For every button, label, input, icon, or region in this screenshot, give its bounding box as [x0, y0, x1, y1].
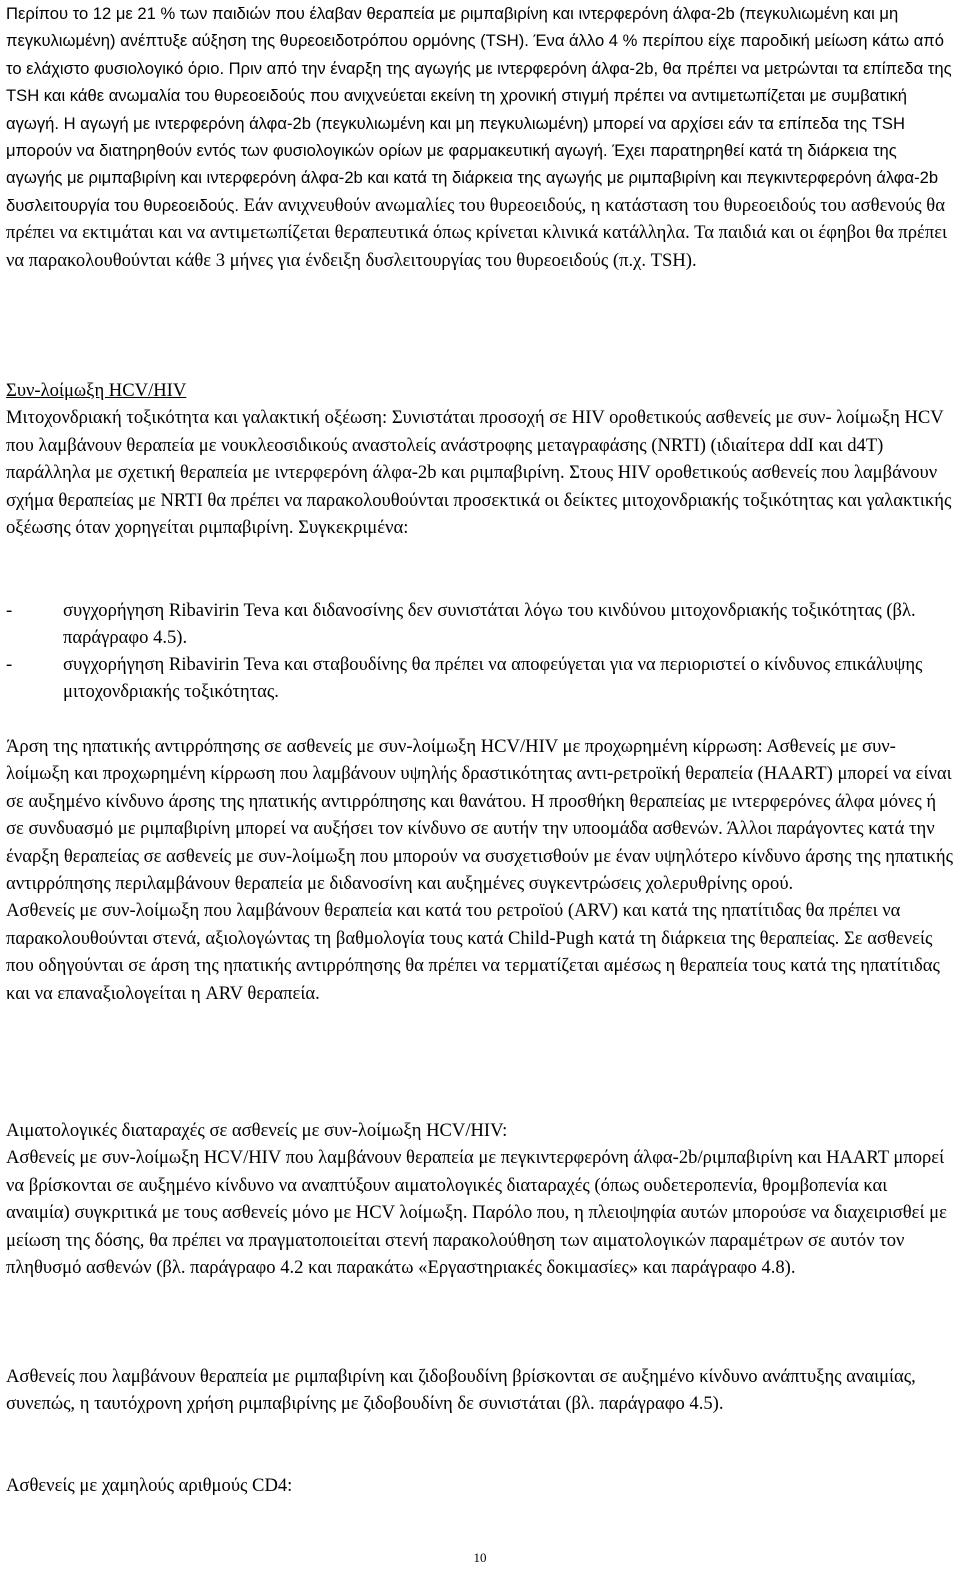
- hematologic-paragraph: Ασθενείς με συν-λοίμωξη HCV/HIV που λαμβάνουν θεραπεία με πεγκιντερφερόνη άλφα-2b/ριμπαβιρίνη και HAART μπορεί να βρίσκονται σε αυξημένο κίνδυνο να αναπτύξουν αιματολογικές διαταραχές (όπως ουδετεροπενία, θρομβοπενία και αναιμία) συγκριτικά με τους ασθενείς μόνο με HCV λοίμωξη. Παρόλο που, η πλειοψηφία αυτών μπορούσε να διαχειρισθεί με μείωση της δόσης, θα πρέπει να πραγματοποιείται στενή παρακολούθηση των αιματολογικών παραμέτρων σε αυτόν τον πληθυσμό ασθενών (βλ. παράγραφο 4.2 και παρακάτω «Εργαστηριακές δοκιμασίες» και παράγραφο 4.8).: [6, 1147, 947, 1279]
- document-page: [6, 0, 954, 1578]
- liver-text-2: Ασθενείς με συν-λοίμωξη που λαμβάνουν θεραπεία και κατά του ρετροϊού (ARV) και κατά της ηπατίτιδας θα πρέπει να παρακολουθούνται στενά, αξιολογώντας τη βαθμολογία τους κατά Child-Pugh κατά τη διάρκεια της θεραπείας. Σε ασθενείς που οδηγούνται σε άρση της ηπατικής αντιρρόπησης θα πρέπει να τερματίζεται αμέσως η θεραπεία τους κατά της ηπατίτιδας και να επαναξιολογείται η ARV θεραπεία.: [6, 900, 940, 1004]
- thyroid-text-sans: Περίπου το 12 με 21 % των παιδιών που έλαβαν θεραπεία με ριμπαβιρίνη και ιντερφερόνη άλφα-2b (πεγκυλιωμένη και μη πεγκυλιωμένη) ανέπτυξε αύξηση της θυρεοειδοτρόπου ορμόνης (TSH). Ένα άλλο 4 % περίπου είχε παροδική μείωση κάτω από το ελάχιστο φυσιολογικό όριο. Πριν από την έναρξη της αγωγής με ιντερφερόνη άλφα-2b, θα πρέπει να μετρώνται τα επίπεδα της TSH και κάθε ανωμαλία του θυρεοειδούς που ανιχνεύεται εκείνη τη χρονική στιγμή πρέπει να αντιμετωπίζεται με συμβατική αγωγή. Η αγωγή με ιντερφερόνη άλφα-2b (πεγκυλιωμένη και μη πεγκυλιωμένη) μπορεί να αρχίσει εάν τα επίπεδα της TSH μπορούν να διατηρηθούν εντός των φυσιολογικών ορίων με φαρμακευτική αγωγή. Έχει παρατηρηθεί κατά τη διάρκεια της αγωγής με ριμπαβιρίνη και ιντερφερόνη άλφα-2b και κατά τη διάρκεια της αγωγής με ριμπαβιρίνη και πεγκιντερφερόνη άλφα-2b δυσλειτουργία του θυρεοειδούς.: [6, 4, 952, 215]
- hiv-section: [6, 377, 954, 541]
- zidovudine-paragraph: Ασθενείς που λαμβάνουν θεραπεία με ριμπαβιρίνη και ζιδοβουδίνη βρίσκονται σε αυξημένο κίνδυνο ανάπτυξης αναιμίας, συνεπώς, η ταυτόχρονη χρήση ριμπαβιρίνης με ζιδοβουδίνη δε συνιστάται (βλ. παράγραφο 4.5).: [6, 1366, 916, 1415]
- hematologic-section: [6, 1117, 954, 1281]
- bullet-text: συγχορήγηση Ribavirin Teva και σταβουδίνης θα πρέπει να αποφεύγεται για να περιοριστεί ο κίνδυνος επικάλυψης μιτοχονδριακής τοξικότητας.: [63, 654, 923, 703]
- hiv-heading: Συν-λοίμωξη HCV/HIV: [6, 380, 187, 401]
- page-number: 10: [473, 1550, 487, 1565]
- bullet-item-didanosine: [6, 597, 954, 652]
- cd4-heading: Ασθενείς με χαμηλούς αριθμούς CD4:: [6, 1475, 293, 1496]
- hiv-paragraph: Μιτοχονδριακή τοξικότητα και γαλακτική οξέωση: Συνιστάται προσοχή σε HIV οροθετικούς ασθενείς με συν- λοίμωξη HCV που λαμβάνουν θεραπεία με νουκλεοσιδικούς αναστολείς ανάστροφης μεταγραφάσης (NRTI) (ιδιαίτερα ddI και d4T) παράλληλα με σχετική θεραπεία με ιντερφερόνη άλφα-2b και ριμπαβιρίνη. Στους HIV οροθετικούς ασθενείς που λαμβάνουν σχήμα θεραπείας με NRTI θα πρέπει να παρακολουθούνται προσεκτικά οι δείκτες μιτοχονδριακής τοξικότητας και γαλακτικής οξέωσης όταν χορηγείται ριμπαβιρίνη. Συγκεκριμένα:: [6, 407, 952, 539]
- thyroid-paragraph: [6, 0, 954, 274]
- liver-text-1: Άρση της ηπατικής αντιρρόπησης σε ασθενείς με συν-λοίμωξη HCV/HIV με προχωρημένη κίρρωση: Ασθενείς με συν-λοίμωξη και προχωρημένη κίρρωση που λαμβάνουν υψηλής δραστικότητας αντι-ρετροϊκή θεραπεία (HAART) μπορεί να είναι σε αυξημένο κίνδυνο άρσης της ηπατικής αντιρρόπησης και θανάτου. Η προσθήκη θεραπείας με ιντερφερόνες άλφα μόνες ή σε συνδυασμό με ριμπαβιρίνη μπορεί να αυξήσει τον κίνδυνο σε αυτήν την υποομάδα ασθενών. Άλλοι παράγοντες κατά την έναρξη θεραπείας σε ασθενείς με συν-λοίμωξη που μπορούν να συσχετισθούν με έναν υψηλότερο κίνδυνο άρσης της ηπατικής αντιρρόπησης περιλαμβάνουν θεραπεία με διδανοσίνη και αυξημένες συγκεντρώσεις χολερυθρίνης ορού.: [6, 736, 954, 895]
- hematologic-heading: Αιματολογικές διαταραχές σε ασθενείς με συν-λοίμωξη HCV/HIV:: [6, 1120, 508, 1141]
- thyroid-text-serif: Εάν ανιχνευθούν ανωμαλίες του θυρεοειδούς, η κατάσταση του θυρεοειδούς του ασθενούς θα πρέπει να εκτιμάται και να αντιμετωπίζεται θεραπευτικά όπως κρίνεται κλινικά κατάλληλα. Τα παιδιά και οι έφηβοι θα πρέπει να παρακολουθούνται κάθε 3 μήνες για ένδειξη δυσλειτουργίας του θυρεοειδούς (π.χ. TSH).: [6, 194, 948, 271]
- bullet-dash: -: [6, 654, 13, 675]
- liver-decompensation-paragraph: [6, 733, 954, 1007]
- bullet-dash: -: [6, 600, 13, 621]
- bullet-text: συγχορήγηση Ribavirin Teva και διδανοσίνης δεν συνιστάται λόγω του κινδύνου μιτοχονδριακής τοξικότητας (βλ. παράγραφο 4.5).: [63, 600, 916, 649]
- bullet-item-stavudine: [6, 651, 954, 706]
